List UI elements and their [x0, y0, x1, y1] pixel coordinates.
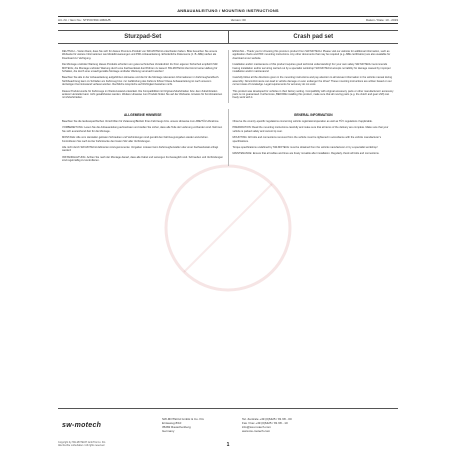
- general-columns: [58, 109, 398, 166]
- en-g4: Torque specifications undefined by SW-MOTECH must be obtained from the vehicle manufacturer or by a specialist workshop!: [232, 145, 378, 149]
- contact-website: www.sw-motech.com: [242, 429, 271, 433]
- en-safety: Installation and/or maintenance of this product requires good technical understanding! For your own safety SW-MOTECH recommends having installation and/or servicing carried out by a specialist workshop! SW-MOTECH accepts no liability for damage caused by improper installation and/or maintenance!: [232, 63, 391, 74]
- contact-fax: Fax / Fax +49 (0)6425 / 81 68 - 10: [242, 421, 288, 425]
- german-general: [58, 109, 228, 166]
- en-intro: ENGLISH – Thank you for choosing this premium product from SW-MOTECH. Please visit our website for additional information, such as application charts and PDF mounting instructions. Any other documents that may be required (e.g. ABE certification) are also available for download at our website.: [232, 50, 391, 60]
- addr-line-2: Ernteweg 8/10: [162, 421, 182, 425]
- product-title-row: [58, 30, 398, 44]
- copyright-line-1: Copyright by SW-MOTECH GmbH & Co. KG: [58, 441, 106, 444]
- de-directions: Beachten Sie alle in der Anbauanleitung aufgeführten Hinweise und die für die Montage relevanten Informationen im Fahrzeughandbuch. Nichtbeachtung kann zu Schäden am Fahrzeug bzw. zur Gefährdung des Fahrers führen! Diese Anbauanleitung ist nach unserem derzeitigen Kenntnisstand verfasst worden. Rechtliche Ansprüche auf Richtigkeit bestehen nicht.: [62, 76, 220, 87]
- logo-text: sw-motech: [62, 421, 102, 429]
- de-compatibility: Dieses Produkt wurde für Fahrzeuge im Werkszustand entwickelt. Die Kompatibilität mit Original-Zubehörteilen bzw. dem Zubehörteilen anderer Hersteller kann nicht gewährleistet werden. Weitere Hinweise zum Produkt finden Sie auf der Webseite. Hinweis für Kombinationen mit Zubehörteilen.: [62, 89, 223, 100]
- contact-phone: Tel. Zentrale +49 (0)6425 / 81 68 - 00: [242, 417, 292, 421]
- footer: [58, 408, 398, 441]
- de-g1: Beachten Sie die landesspezifischen Vorschriften für Zulassung/Betrieb Ihres Fahrzeugs bzw. unsere Hinweise zum ABE/TÜV-Abnahme.: [62, 119, 220, 123]
- de-g4: Alle nicht durch SW-MOTECH definierten Anzugsmomente: Vorgaben müssen beim Fahrzeughersteller oder einer Fachwerkstatt erfragt werden!: [62, 145, 219, 153]
- de-general-header: ALLGEMEINE HINWEISE: [123, 112, 162, 117]
- copyright-line-2: Alle Rechte vorbehalten / All rights reserved: [58, 444, 105, 447]
- de-g2: VORBEREITUNG: Lesen Sie die Anbauanleitung aufmerksam und stellen Sie sicher, dass alle Teile der Lieferung vorhanden sind. Nehmen Sie sich ausreichend Zeit für die Montage.: [62, 126, 223, 133]
- product-title-de: Sturzpad-Set: [124, 34, 162, 40]
- company-address: [162, 417, 242, 433]
- de-intro: DEUTSCH – Vielen Dank, dass Sie sich für dieses Premium-Produkt von SW-MOTECH entschieden haben. Bitte besuchen Sie unsere Webseite für weitere Informationen wie Modellzuweisungen und PDF-Anbauanleitung. Erforderliche Dokumente (z. B. ABE) stehen als Download zur Verfügung.: [62, 50, 218, 60]
- intro-columns: [58, 50, 398, 103]
- sheet-title: ANBAUANLEITUNG / MOUNTING INSTRUCTIONS: [177, 8, 279, 13]
- instruction-sheet: [58, 8, 398, 448]
- english-column: [228, 50, 399, 103]
- company-contact: [242, 417, 342, 433]
- version: Version: 00: [230, 18, 246, 22]
- date: Datum / Date: 10 - 2019: [365, 18, 398, 22]
- contact-email: info@sw-motech.com: [242, 425, 271, 429]
- en-compatibility: This product was developed for vehicles in their factory setting. Compatibility with original accessory parts or other manufacturers’ accessory parts is not guaranteed. Furthermore, BEFORE installing this product, make sure that all moving parts (e.g. the clutch and gear shift) can freely work with it.: [232, 89, 394, 100]
- en-g1: Observe the country-specific regulations concerning vehicle registration/operation as well as TÜV regulations if applicable.: [232, 119, 373, 123]
- en-general-header: GENERAL INFORMATION: [293, 112, 333, 117]
- addr-line-3: 35282 Rauschenberg: [162, 425, 191, 429]
- english-general: [228, 109, 399, 166]
- de-g3: MONTAGE: Alle vom Hersteller gelösten Schrauben und Verbindungen sind gemäß den Fahrzeugvorgaben wieder anzuziehen. Kontrollieren Sie nach kurzer Fahrstrecke den festen Sitz aller Verbindungen.: [62, 136, 209, 143]
- addr-line-4: Germany: [162, 429, 175, 433]
- addr-line-1: SW-MOTECH GmbH & Co. KG: [162, 417, 204, 421]
- product-title-en: Crash pad set: [228, 31, 399, 43]
- item-number: Art.-Nr. / Item No.: STP.00.590.10601/B: [58, 18, 111, 22]
- meta-row: [58, 16, 398, 24]
- de-safety: Die Montage und/oder Wartung dieses Produkts erfordern ein gutes technisches Verständnis! Zu Ihrer eigenen Sicherheit empfiehlt SW-MOTECH, die Montage und/oder Wartung durch eine Fachwerkstatt durchführen zu lassen! SW-MOTECH übernimmt keine Haftung für Schäden, die durch eine unsachgemäße Montage und/oder Wartung verursacht werden!: [62, 63, 219, 74]
- en-g2: PREPARATION: Read the mounting instructions carefully and make sure that all items of the delivery are complete. Make sure that your vehicle is parked safely and cannot tip over.: [232, 126, 389, 133]
- brand-logo: [58, 422, 162, 429]
- en-g3: MOUNTING: All bolts and connections removed from the vehicle must be tightened in accordance with the vehicle manufacturer’s specifications.: [232, 136, 382, 143]
- en-directions: Carefully follow all the directions given in the mounting instructions and pay attention to all relevant information in the vehicle manual during assembly. Nonconformance can lead to vehicle damage or even endanger the driver! These mounting instructions are written based on our current state of knowledge. Legal requirements for accuracy do not exist.: [232, 76, 393, 87]
- en-g5: MAINTENANCE: Ensure that all cables and lines are freely movable after installation. Regularly check all bolts and connections.: [232, 152, 380, 156]
- german-column: [58, 50, 228, 103]
- page-number: 1: [226, 442, 230, 448]
- de-g5: INSTANDHALTUNG: Achten Sie nach der Montage darauf, dass alle Kabel und Leitungen frei beweglich sind. Schrauben und Verbindungen sind regelmäßig zu kontrollieren.: [62, 155, 223, 163]
